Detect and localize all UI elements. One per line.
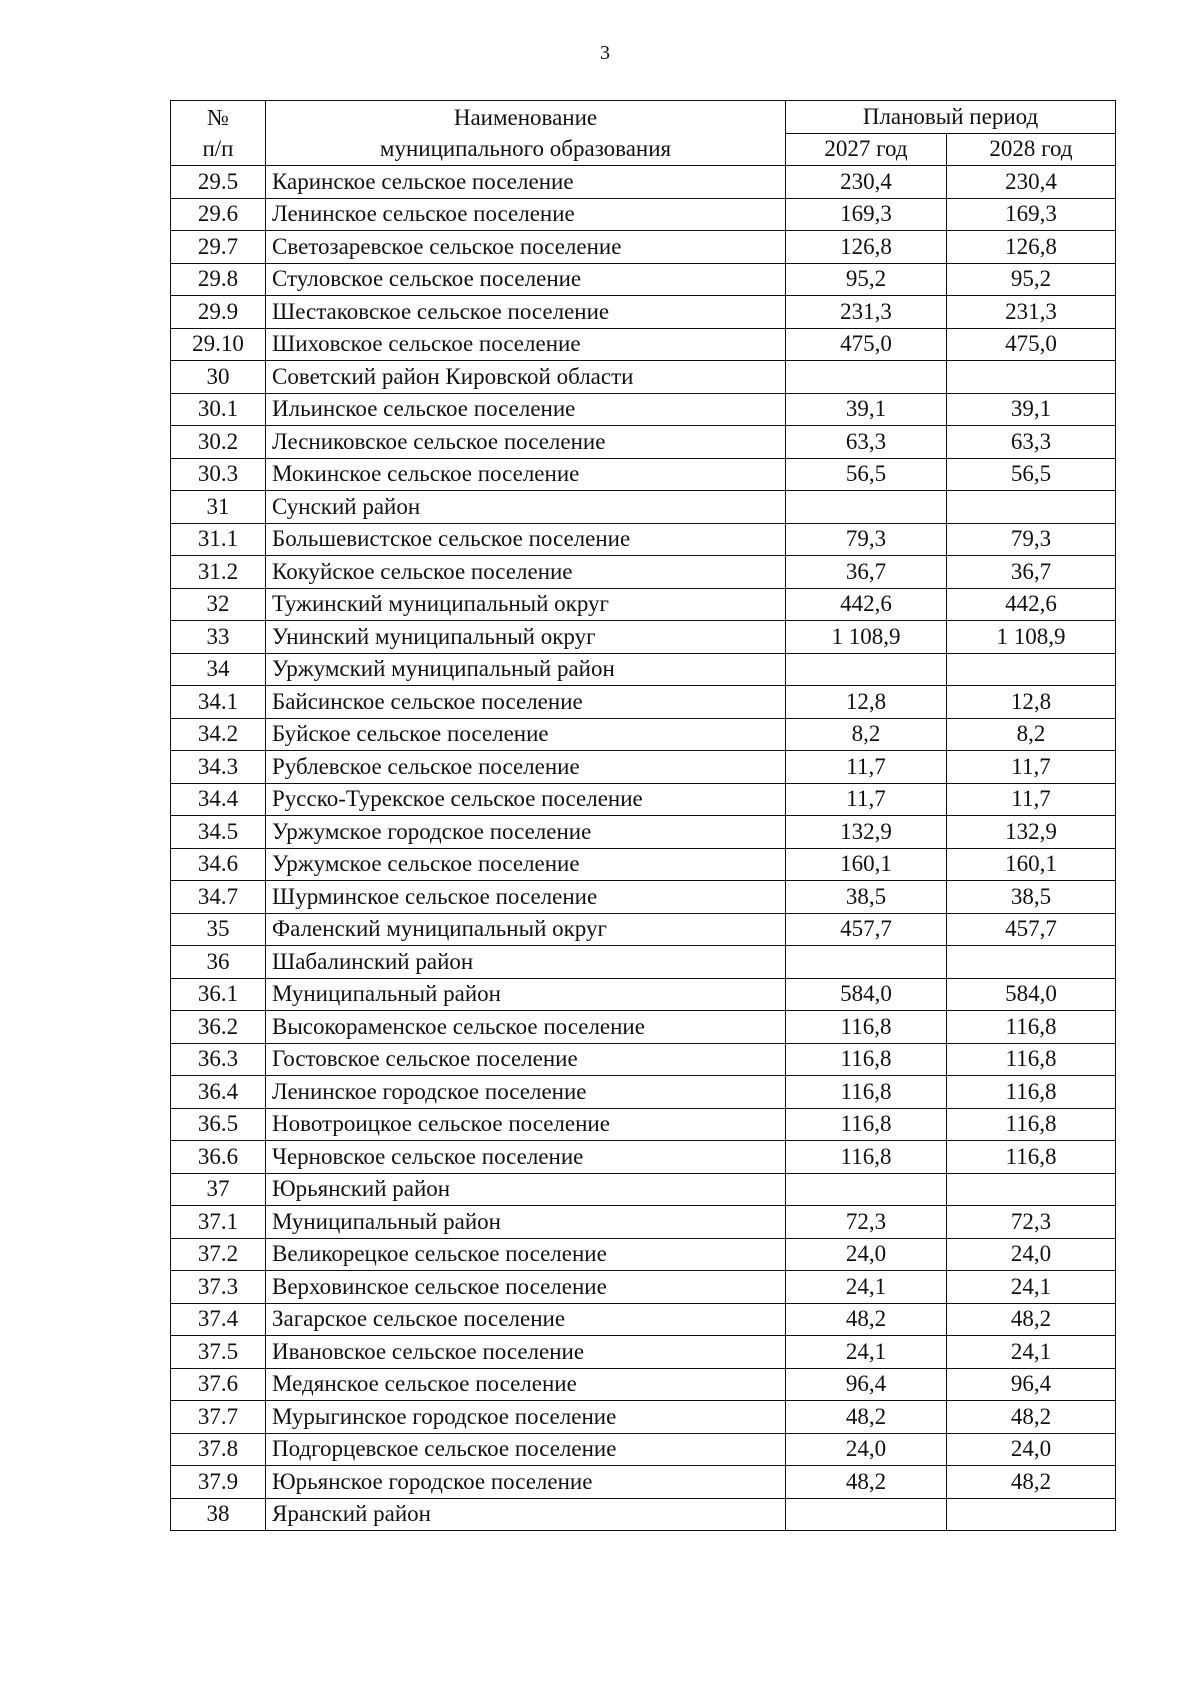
- row-name-cell: Великорецкое сельское поселение: [266, 1238, 786, 1271]
- row-value-2028-cell: 11,7: [947, 783, 1116, 816]
- table-row: [171, 783, 1116, 816]
- row-value-2027-cell: 116,8: [786, 1043, 947, 1076]
- row-name-cell: Загарское сельское поселение: [266, 1303, 786, 1336]
- row-number-cell: 29.5: [171, 166, 266, 199]
- row-number-cell: 37.9: [171, 1466, 266, 1499]
- row-value-2027-cell: [786, 491, 947, 524]
- table-row: [171, 1238, 1116, 1271]
- row-number-cell: 34.4: [171, 783, 266, 816]
- row-value-2028-cell: 160,1: [947, 848, 1116, 881]
- row-name-cell: Шестаковское сельское поселение: [266, 296, 786, 329]
- row-name-cell: Яранский район: [266, 1498, 786, 1531]
- row-value-2027-cell: 1 108,9: [786, 621, 947, 654]
- row-value-2028-cell: 24,1: [947, 1336, 1116, 1369]
- row-number-cell: 33: [171, 621, 266, 654]
- table-row: [171, 1336, 1116, 1369]
- row-number-cell: 30.3: [171, 458, 266, 491]
- table-row: [171, 556, 1116, 589]
- row-value-2027-cell: 230,4: [786, 166, 947, 199]
- row-value-2028-cell: 56,5: [947, 458, 1116, 491]
- row-value-2027-cell: [786, 1498, 947, 1531]
- row-value-2027-cell: [786, 653, 947, 686]
- row-name-cell: Унинский муниципальный округ: [266, 621, 786, 654]
- row-number-cell: 34: [171, 653, 266, 686]
- row-name-cell: Шиховское сельское поселение: [266, 328, 786, 361]
- table-row: [171, 686, 1116, 719]
- header-period: Плановый период: [786, 101, 1116, 134]
- row-value-2028-cell: 48,2: [947, 1303, 1116, 1336]
- table-row: [171, 848, 1116, 881]
- row-value-2028-cell: 132,9: [947, 816, 1116, 849]
- row-value-2028-cell: 475,0: [947, 328, 1116, 361]
- row-number-cell: 36.2: [171, 1011, 266, 1044]
- table-row: [171, 426, 1116, 459]
- row-value-2027-cell: 95,2: [786, 263, 947, 296]
- row-value-2028-cell: 8,2: [947, 718, 1116, 751]
- row-value-2028-cell: [947, 361, 1116, 394]
- row-value-2028-cell: [947, 653, 1116, 686]
- row-number-cell: 34.3: [171, 751, 266, 784]
- row-number-cell: 36.3: [171, 1043, 266, 1076]
- row-number-cell: 34.6: [171, 848, 266, 881]
- row-value-2027-cell: 24,0: [786, 1433, 947, 1466]
- table-row: [171, 1076, 1116, 1109]
- table-row: [171, 1011, 1116, 1044]
- row-value-2028-cell: 584,0: [947, 978, 1116, 1011]
- budget-table: [170, 100, 1116, 1531]
- row-value-2028-cell: 48,2: [947, 1466, 1116, 1499]
- row-name-cell: Ильинское сельское поселение: [266, 393, 786, 426]
- table-row: [171, 978, 1116, 1011]
- table-row: [171, 718, 1116, 751]
- row-value-2027-cell: 116,8: [786, 1108, 947, 1141]
- row-value-2028-cell: 95,2: [947, 263, 1116, 296]
- table-row: [171, 1303, 1116, 1336]
- row-number-cell: 37.1: [171, 1206, 266, 1239]
- row-number-cell: 29.6: [171, 198, 266, 231]
- row-number-cell: 31.2: [171, 556, 266, 589]
- table-row: [171, 491, 1116, 524]
- table-row: [171, 296, 1116, 329]
- row-value-2028-cell: [947, 946, 1116, 979]
- row-value-2028-cell: 169,3: [947, 198, 1116, 231]
- row-number-cell: 29.9: [171, 296, 266, 329]
- row-number-cell: 29.8: [171, 263, 266, 296]
- row-name-cell: Ленинское городское поселение: [266, 1076, 786, 1109]
- row-value-2027-cell: 8,2: [786, 718, 947, 751]
- row-value-2027-cell: 79,3: [786, 523, 947, 556]
- row-value-2027-cell: 116,8: [786, 1076, 947, 1109]
- row-name-cell: Черновское сельское поселение: [266, 1141, 786, 1174]
- row-name-cell: Фаленский муниципальный округ: [266, 913, 786, 946]
- table-row: [171, 1108, 1116, 1141]
- row-value-2027-cell: 116,8: [786, 1141, 947, 1174]
- row-name-cell: Буйское сельское поселение: [266, 718, 786, 751]
- table-row: [171, 198, 1116, 231]
- row-value-2027-cell: 48,2: [786, 1303, 947, 1336]
- row-value-2027-cell: 231,3: [786, 296, 947, 329]
- row-number-cell: 36.1: [171, 978, 266, 1011]
- table-row: [171, 1141, 1116, 1174]
- row-value-2027-cell: 584,0: [786, 978, 947, 1011]
- table-row: [171, 523, 1116, 556]
- row-value-2028-cell: 442,6: [947, 588, 1116, 621]
- row-name-cell: Тужинский муниципальный округ: [266, 588, 786, 621]
- table-row: [171, 653, 1116, 686]
- row-number-cell: 37.3: [171, 1271, 266, 1304]
- row-number-cell: 30.2: [171, 426, 266, 459]
- row-name-cell: Стуловское сельское поселение: [266, 263, 786, 296]
- row-value-2027-cell: 48,2: [786, 1401, 947, 1434]
- table-row: [171, 231, 1116, 264]
- table-row: [171, 1433, 1116, 1466]
- table-row: [171, 621, 1116, 654]
- row-value-2027-cell: 39,1: [786, 393, 947, 426]
- table-row: [171, 751, 1116, 784]
- table-row: [171, 913, 1116, 946]
- header-name-line1: Наименование: [453, 105, 598, 130]
- row-value-2027-cell: 132,9: [786, 816, 947, 849]
- row-value-2027-cell: 457,7: [786, 913, 947, 946]
- row-number-cell: 35: [171, 913, 266, 946]
- table-header: [171, 101, 1116, 166]
- row-name-cell: Медянское сельское поселение: [266, 1368, 786, 1401]
- row-value-2028-cell: 116,8: [947, 1076, 1116, 1109]
- row-number-cell: 30: [171, 361, 266, 394]
- header-name-line2: муниципального образования: [379, 136, 672, 161]
- row-value-2027-cell: 11,7: [786, 783, 947, 816]
- table-row: [171, 458, 1116, 491]
- row-value-2027-cell: 116,8: [786, 1011, 947, 1044]
- row-name-cell: Уржумское сельское поселение: [266, 848, 786, 881]
- row-value-2028-cell: 48,2: [947, 1401, 1116, 1434]
- row-name-cell: Муниципальный район: [266, 978, 786, 1011]
- row-value-2027-cell: 24,1: [786, 1271, 947, 1304]
- table-row: [171, 946, 1116, 979]
- row-name-cell: Светозаревское сельское поселение: [266, 231, 786, 264]
- row-value-2028-cell: 96,4: [947, 1368, 1116, 1401]
- row-value-2027-cell: 38,5: [786, 881, 947, 914]
- row-name-cell: Кокуйское сельское поселение: [266, 556, 786, 589]
- table-row: [171, 816, 1116, 849]
- row-value-2028-cell: 116,8: [947, 1011, 1116, 1044]
- row-number-cell: 34.1: [171, 686, 266, 719]
- row-value-2027-cell: [786, 946, 947, 979]
- table-row: [171, 588, 1116, 621]
- row-value-2028-cell: 36,7: [947, 556, 1116, 589]
- row-name-cell: Большевистское сельское поселение: [266, 523, 786, 556]
- header-year-2027: 2027 год: [786, 133, 947, 166]
- header-name: [266, 101, 786, 166]
- row-value-2027-cell: 24,1: [786, 1336, 947, 1369]
- row-value-2028-cell: 1 108,9: [947, 621, 1116, 654]
- row-number-cell: 34.2: [171, 718, 266, 751]
- table-row: [171, 263, 1116, 296]
- table-row: [171, 1498, 1116, 1531]
- row-number-cell: 29.7: [171, 231, 266, 264]
- row-name-cell: Муниципальный район: [266, 1206, 786, 1239]
- row-name-cell: Байсинское сельское поселение: [266, 686, 786, 719]
- row-value-2027-cell: 72,3: [786, 1206, 947, 1239]
- row-name-cell: Шабалинский район: [266, 946, 786, 979]
- row-number-cell: 36.4: [171, 1076, 266, 1109]
- row-number-cell: 36: [171, 946, 266, 979]
- row-value-2028-cell: 63,3: [947, 426, 1116, 459]
- row-value-2028-cell: 24,1: [947, 1271, 1116, 1304]
- row-name-cell: Лесниковское сельское поселение: [266, 426, 786, 459]
- row-name-cell: Мурыгинское городское поселение: [266, 1401, 786, 1434]
- row-number-cell: 31: [171, 491, 266, 524]
- table-row: [171, 1466, 1116, 1499]
- row-number-cell: 37.6: [171, 1368, 266, 1401]
- table-row: [171, 1173, 1116, 1206]
- header-num-line2: п/п: [202, 136, 234, 161]
- row-name-cell: Верховинское сельское поселение: [266, 1271, 786, 1304]
- row-value-2028-cell: 38,5: [947, 881, 1116, 914]
- row-value-2028-cell: 116,8: [947, 1141, 1116, 1174]
- row-value-2028-cell: 11,7: [947, 751, 1116, 784]
- row-number-cell: 37.5: [171, 1336, 266, 1369]
- row-value-2027-cell: 126,8: [786, 231, 947, 264]
- row-name-cell: Мокинское сельское поселение: [266, 458, 786, 491]
- row-number-cell: 36.5: [171, 1108, 266, 1141]
- row-value-2027-cell: 96,4: [786, 1368, 947, 1401]
- row-value-2027-cell: 12,8: [786, 686, 947, 719]
- row-name-cell: Уржумское городское поселение: [266, 816, 786, 849]
- row-name-cell: Советский район Кировской области: [266, 361, 786, 394]
- row-value-2028-cell: 72,3: [947, 1206, 1116, 1239]
- row-value-2028-cell: [947, 1498, 1116, 1531]
- row-name-cell: Новотроицкое сельское поселение: [266, 1108, 786, 1141]
- row-value-2028-cell: 79,3: [947, 523, 1116, 556]
- row-value-2027-cell: 160,1: [786, 848, 947, 881]
- row-number-cell: 29.10: [171, 328, 266, 361]
- row-value-2028-cell: 39,1: [947, 393, 1116, 426]
- table-row: [171, 166, 1116, 199]
- row-number-cell: 37.7: [171, 1401, 266, 1434]
- row-value-2027-cell: 48,2: [786, 1466, 947, 1499]
- row-name-cell: Сунский район: [266, 491, 786, 524]
- row-number-cell: 31.1: [171, 523, 266, 556]
- row-value-2027-cell: 56,5: [786, 458, 947, 491]
- row-number-cell: 37.8: [171, 1433, 266, 1466]
- row-value-2027-cell: [786, 361, 947, 394]
- row-number-cell: 34.5: [171, 816, 266, 849]
- header-year-2028: 2028 год: [947, 133, 1116, 166]
- row-name-cell: Ленинское сельское поселение: [266, 198, 786, 231]
- row-number-cell: 38: [171, 1498, 266, 1531]
- table-row: [171, 1368, 1116, 1401]
- row-value-2028-cell: 231,3: [947, 296, 1116, 329]
- row-number-cell: 37.4: [171, 1303, 266, 1336]
- row-name-cell: Шурминское сельское поселение: [266, 881, 786, 914]
- row-value-2028-cell: 116,8: [947, 1108, 1116, 1141]
- row-value-2028-cell: 12,8: [947, 686, 1116, 719]
- header-num: [171, 101, 266, 166]
- row-value-2028-cell: 126,8: [947, 231, 1116, 264]
- row-name-cell: Юрьянское городское поселение: [266, 1466, 786, 1499]
- header-num-line1: №: [207, 105, 229, 130]
- row-value-2027-cell: 475,0: [786, 328, 947, 361]
- row-name-cell: Каринское сельское поселение: [266, 166, 786, 199]
- row-number-cell: 34.7: [171, 881, 266, 914]
- row-value-2027-cell: 24,0: [786, 1238, 947, 1271]
- table-row: [171, 881, 1116, 914]
- row-value-2027-cell: 11,7: [786, 751, 947, 784]
- table-row: [171, 1401, 1116, 1434]
- row-name-cell: Ивановское сельское поселение: [266, 1336, 786, 1369]
- table-row: [171, 1271, 1116, 1304]
- table-row: [171, 1206, 1116, 1239]
- row-value-2028-cell: 116,8: [947, 1043, 1116, 1076]
- row-name-cell: Юрьянский район: [266, 1173, 786, 1206]
- table-row: [171, 328, 1116, 361]
- row-number-cell: 32: [171, 588, 266, 621]
- row-value-2028-cell: [947, 1173, 1116, 1206]
- row-value-2027-cell: 442,6: [786, 588, 947, 621]
- row-value-2028-cell: 457,7: [947, 913, 1116, 946]
- page-number: 3: [600, 42, 610, 64]
- row-value-2027-cell: 36,7: [786, 556, 947, 589]
- row-name-cell: Высокораменское сельское поселение: [266, 1011, 786, 1044]
- row-name-cell: Уржумский муниципальный район: [266, 653, 786, 686]
- table-row: [171, 361, 1116, 394]
- row-value-2027-cell: 169,3: [786, 198, 947, 231]
- row-number-cell: 37: [171, 1173, 266, 1206]
- table-row: [171, 393, 1116, 426]
- row-number-cell: 30.1: [171, 393, 266, 426]
- row-name-cell: Русско-Турекское сельское поселение: [266, 783, 786, 816]
- table-row: [171, 1043, 1116, 1076]
- row-value-2028-cell: 230,4: [947, 166, 1116, 199]
- row-value-2027-cell: [786, 1173, 947, 1206]
- row-number-cell: 37.2: [171, 1238, 266, 1271]
- row-value-2028-cell: [947, 491, 1116, 524]
- row-value-2027-cell: 63,3: [786, 426, 947, 459]
- row-name-cell: Рублевское сельское поселение: [266, 751, 786, 784]
- row-name-cell: Гостовское сельское поселение: [266, 1043, 786, 1076]
- row-number-cell: 36.6: [171, 1141, 266, 1174]
- table-body: [171, 166, 1116, 1531]
- row-name-cell: Подгорцевское сельское поселение: [266, 1433, 786, 1466]
- row-value-2028-cell: 24,0: [947, 1238, 1116, 1271]
- row-value-2028-cell: 24,0: [947, 1433, 1116, 1466]
